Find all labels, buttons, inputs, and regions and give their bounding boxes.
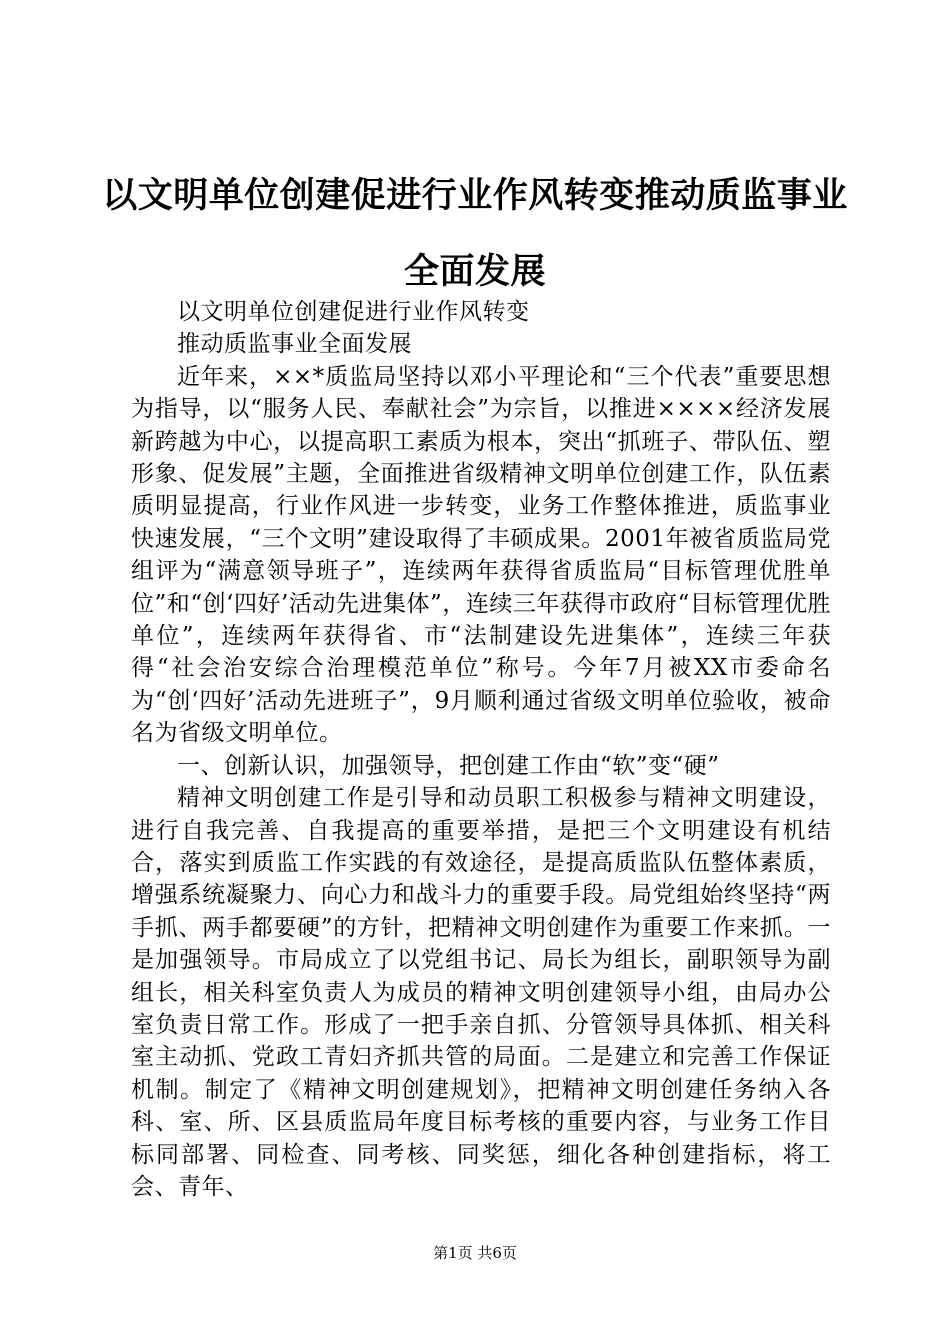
page-footer: 第1页 共6页 — [433, 1244, 517, 1262]
subtitle-line-1: 以文明单位创建促进行业作风转变 — [177, 299, 530, 325]
section-1-paragraph: 精神文明创建工作是引导和动员职工积极参与精神文明建设，进行自我完善、自我提高的重要举措，是把三个文明建设有机结合，落实到质监工作实践的有效途径，是提高质监队伍整体素质，增强系统凝聚力、向心力和战斗力的重要手段。局党组始终坚持“两手抓、两手都要硬”的方针，把精神文明创建作为重要工作来抓。一是加强领导。市局成立了以党组书记、局长为组长，副职领导为副组长，相关科室负责人为成员的精神文明创建领导小组，由局办公室负责日常工作。形成了一把手亲自抓、分管领导具体抓、相关科室主动抓、党政工青妇齐抓共管的局面。二是建立和完善工作保证机制。制定了《精神文明创建规划》，把精神文明创建任务纳入各科、室、所、区县质监局年度目标考核的重要内容，与业务工作目标同部署、同检查、同考核、同奖惩，细化各种创建指标，将工会、青年、 — [131, 785, 831, 1200]
subtitle-line-2: 推动质监事业全面发展 — [177, 331, 412, 358]
document-title: 以文明单位创建促进行业作风转变推动质监事业全面发展 — [102, 175, 848, 292]
document-body — [131, 296, 831, 1203]
section-heading-1: 一、创新认识，加强领导，把创建工作由“软”变“硬” — [177, 752, 720, 779]
intro-paragraph: 近年来，××*质监局坚持以邓小平理论和“三个代表”重要思想为指导，以“服务人民、奉献社会”为宗旨，以推进××××经济发展新跨越为中心，以提高职工素质为根本，突出“抓班子、带队伍、塑形象、促发展”主题，全面推进省级精神文明单位创建工作，队伍素质明显提高，行业作风进一步转变，业务工作整体推进，质监事业快速发展，“三个文明”建设取得了丰硕成果。2001年被省质监局党组评为“满意领导班子”，连续两年获得省质监局“目标管理优胜单位”和“创‘四好’活动先进集体”，连续三年获得市政府“目标管理优胜单位”，连续两年获得省、市“法制建设先进集体”，连续三年获得“社会治安综合治理模范单位”称号。今年7月被XX市委命名为“创‘四好’活动先进班子”，9月顺利通过省级文明单位验收，被命名为省级文明单位。 — [131, 363, 831, 747]
